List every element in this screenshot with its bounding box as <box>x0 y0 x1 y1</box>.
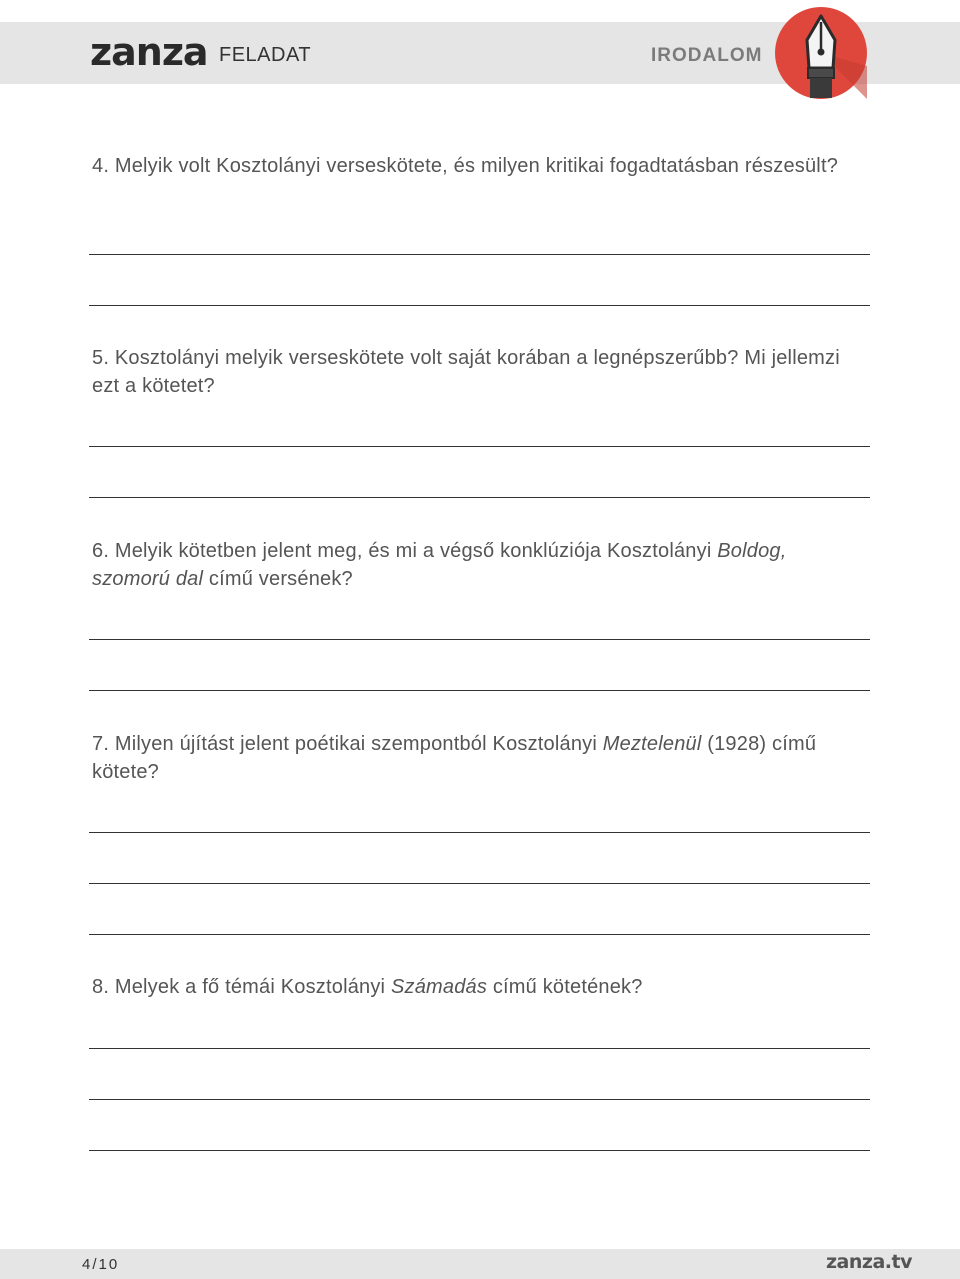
question-text: Milyen újítást jelent poétikai szempontból Kosztolányi <box>114 733 603 755</box>
question-4 <box>92 152 852 180</box>
footer-brand: zanza.tv <box>826 1251 912 1273</box>
answer-line <box>89 690 870 691</box>
question-text: című kötetének? <box>487 976 643 998</box>
question-text: Melyik volt Kosztolányi verseskötete, és milyen kritikai fogadtatásban részesült? <box>114 155 839 177</box>
answer-line <box>89 639 870 640</box>
question-number: 6. <box>92 540 115 562</box>
answer-line <box>89 254 870 255</box>
work-title: Számadás <box>390 976 488 998</box>
work-title: Boldog, szomorú dal <box>92 540 787 590</box>
question-7 <box>92 730 852 786</box>
question-text: című versének? <box>203 568 353 590</box>
answer-line <box>89 883 870 884</box>
zanza-logo: zanza <box>90 30 208 74</box>
fountain-pen-icon <box>774 6 868 100</box>
answer-line <box>89 446 870 447</box>
question-text: Melyek a fő témái Kosztolányi <box>114 976 391 998</box>
subject-label: IRODALOM <box>651 45 763 66</box>
work-title: Meztelenül <box>602 733 702 755</box>
question-8 <box>92 973 852 1001</box>
question-number: 7. <box>92 733 115 755</box>
answer-line <box>89 1048 870 1049</box>
question-number: 4. <box>92 155 115 177</box>
question-number: 8. <box>92 976 115 998</box>
question-5 <box>92 344 852 400</box>
answer-line <box>89 497 870 498</box>
answer-line <box>89 934 870 935</box>
question-text: (1928) című kötete? <box>92 733 817 783</box>
question-6 <box>92 537 852 593</box>
section-label: FELADAT <box>219 44 312 66</box>
answer-line <box>89 1099 870 1100</box>
page-number: 4/10 <box>82 1256 120 1273</box>
answer-line <box>89 832 870 833</box>
answer-line <box>89 1150 870 1151</box>
question-text: Kosztolányi melyik verseskötete volt saját korában a legnépszerűbb? Mi jellemzi ezt a kötetet? <box>92 347 840 397</box>
question-number: 5. <box>92 347 115 369</box>
question-text: Melyik kötetben jelent meg, és mi a végső konklúziója Kosztolányi <box>114 540 718 562</box>
page-footer <box>0 1249 960 1279</box>
answer-line <box>89 305 870 306</box>
